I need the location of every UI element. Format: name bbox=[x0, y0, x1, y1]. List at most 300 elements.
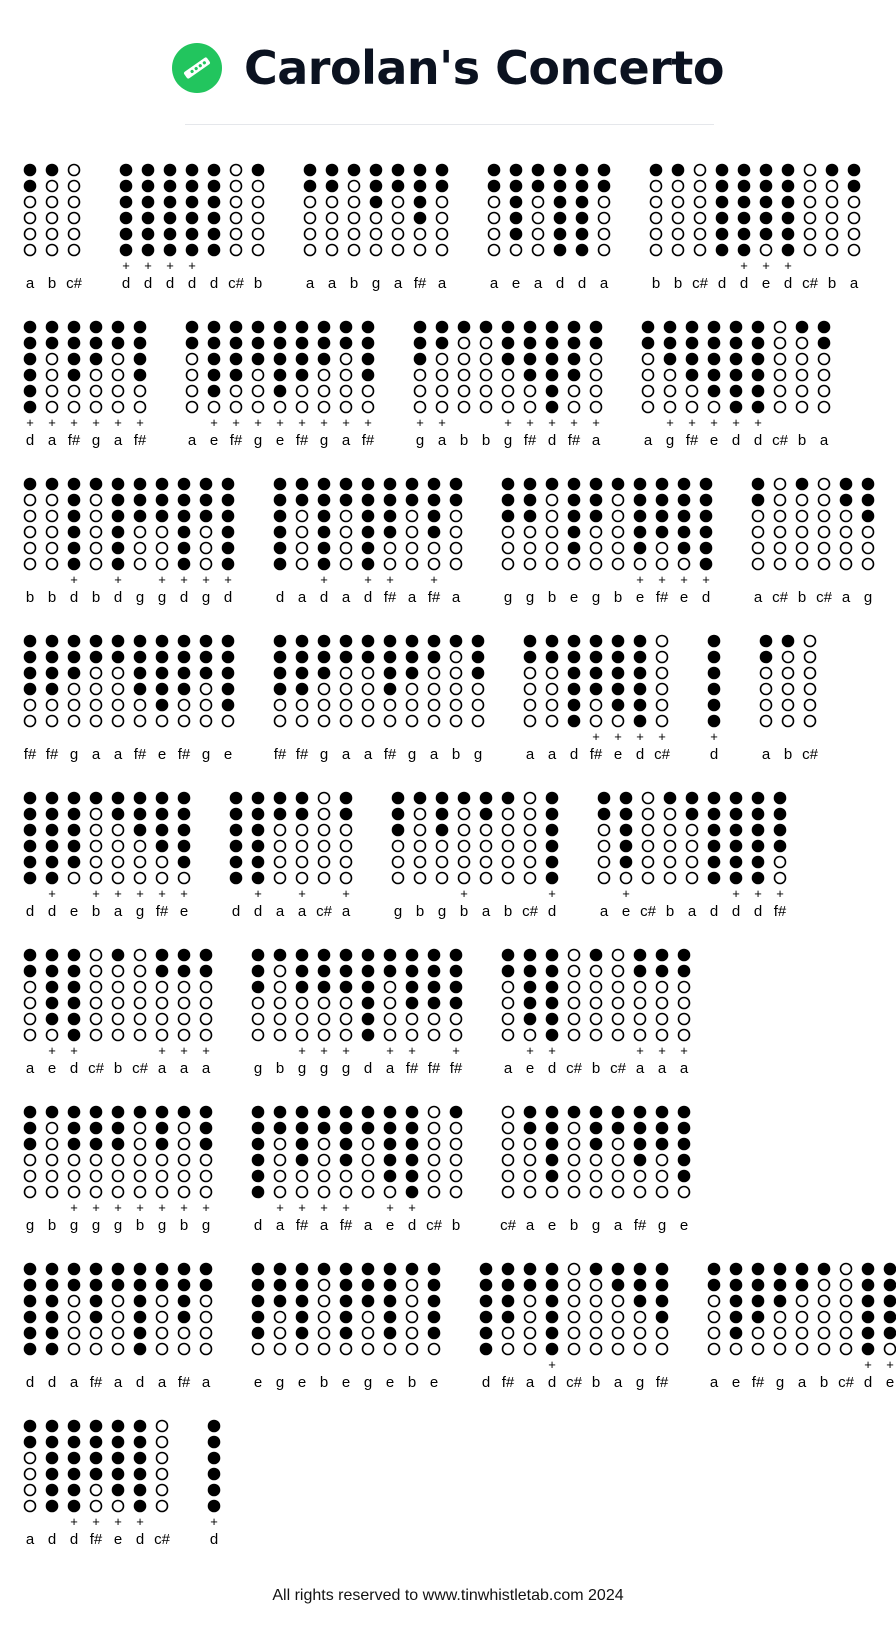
closed-hole bbox=[253, 322, 264, 333]
note-label: e bbox=[47, 1060, 57, 1077]
open-hole bbox=[665, 370, 676, 381]
closed-hole bbox=[253, 873, 264, 884]
note-column bbox=[503, 793, 514, 921]
closed-hole bbox=[635, 527, 646, 538]
closed-hole bbox=[25, 165, 36, 176]
open-hole bbox=[819, 1344, 830, 1355]
closed-hole bbox=[849, 165, 860, 176]
open-hole bbox=[371, 213, 382, 224]
open-hole bbox=[201, 1171, 212, 1182]
open-hole bbox=[819, 354, 830, 365]
closed-hole bbox=[25, 1421, 36, 1432]
open-hole bbox=[569, 559, 580, 570]
open-hole bbox=[547, 559, 558, 570]
note-label: a bbox=[341, 432, 351, 449]
closed-hole bbox=[297, 370, 308, 381]
closed-hole bbox=[253, 1296, 264, 1307]
note-column bbox=[753, 479, 764, 607]
octave-plus-mark: + bbox=[70, 1200, 78, 1215]
closed-hole bbox=[47, 825, 58, 836]
open-hole bbox=[841, 527, 852, 538]
note-label: d bbox=[635, 746, 645, 763]
open-hole bbox=[525, 684, 536, 695]
closed-hole bbox=[25, 841, 36, 852]
open-hole bbox=[91, 1485, 102, 1496]
note-label: f# bbox=[295, 432, 309, 449]
closed-hole bbox=[679, 1155, 690, 1166]
open-hole bbox=[157, 857, 168, 868]
closed-hole bbox=[91, 636, 102, 647]
note-label: d bbox=[709, 903, 719, 920]
octave-plus-mark: + bbox=[92, 1514, 100, 1529]
open-hole bbox=[231, 386, 242, 397]
closed-hole bbox=[709, 809, 720, 820]
open-hole bbox=[591, 1296, 602, 1307]
note-label: e bbox=[179, 903, 189, 920]
closed-hole bbox=[187, 338, 198, 349]
note-label: d bbox=[569, 746, 579, 763]
closed-hole bbox=[253, 1312, 264, 1323]
closed-hole bbox=[635, 479, 646, 490]
closed-hole bbox=[179, 841, 190, 852]
note-label: c# bbox=[522, 903, 538, 920]
closed-hole bbox=[429, 1328, 440, 1339]
closed-hole bbox=[761, 229, 772, 240]
open-hole bbox=[451, 700, 462, 711]
note-label: a bbox=[525, 1374, 535, 1391]
closed-hole bbox=[525, 636, 536, 647]
octave-plus-mark: + bbox=[180, 886, 188, 901]
open-hole bbox=[473, 684, 484, 695]
closed-hole bbox=[717, 181, 728, 192]
closed-hole bbox=[341, 950, 352, 961]
open-hole bbox=[665, 402, 676, 413]
closed-hole bbox=[415, 197, 426, 208]
open-hole bbox=[753, 527, 764, 538]
closed-hole bbox=[363, 479, 374, 490]
closed-hole bbox=[709, 700, 720, 711]
note-column bbox=[187, 322, 198, 450]
note-column bbox=[753, 322, 764, 450]
open-hole bbox=[687, 825, 698, 836]
octave-plus-mark: + bbox=[92, 886, 100, 901]
octave-plus-mark: + bbox=[592, 729, 600, 744]
closed-hole bbox=[525, 998, 536, 1009]
octave-plus-mark: + bbox=[762, 258, 770, 273]
open-hole bbox=[113, 841, 124, 852]
open-hole bbox=[385, 543, 396, 554]
note-column bbox=[209, 322, 220, 450]
closed-hole bbox=[547, 873, 558, 884]
open-hole bbox=[319, 684, 330, 695]
note-column bbox=[113, 322, 124, 450]
open-hole bbox=[157, 1437, 168, 1448]
note-label: a bbox=[341, 903, 351, 920]
closed-hole bbox=[209, 213, 220, 224]
closed-hole bbox=[547, 1312, 558, 1323]
closed-hole bbox=[731, 386, 742, 397]
open-hole bbox=[179, 1187, 190, 1198]
closed-hole bbox=[47, 1312, 58, 1323]
open-hole bbox=[187, 386, 198, 397]
closed-hole bbox=[275, 1264, 286, 1275]
note-column bbox=[209, 165, 220, 293]
open-hole bbox=[363, 402, 374, 413]
closed-hole bbox=[341, 1155, 352, 1166]
closed-hole bbox=[231, 370, 242, 381]
closed-hole bbox=[319, 543, 330, 554]
closed-hole bbox=[731, 1312, 742, 1323]
note-column bbox=[731, 1264, 742, 1392]
open-hole bbox=[157, 527, 168, 538]
closed-hole bbox=[319, 668, 330, 679]
note-column bbox=[319, 1264, 330, 1392]
closed-hole bbox=[47, 636, 58, 647]
octave-plus-mark: + bbox=[144, 258, 152, 273]
closed-hole bbox=[679, 950, 690, 961]
note-label: a bbox=[341, 589, 351, 606]
octave-plus-mark: + bbox=[122, 258, 130, 273]
closed-hole bbox=[231, 354, 242, 365]
open-hole bbox=[385, 716, 396, 727]
open-hole bbox=[797, 495, 808, 506]
note-label: c# bbox=[228, 275, 244, 292]
open-hole bbox=[569, 1171, 580, 1182]
open-hole bbox=[451, 668, 462, 679]
open-hole bbox=[113, 1296, 124, 1307]
open-hole bbox=[201, 1155, 212, 1166]
closed-hole bbox=[253, 338, 264, 349]
note-label: g bbox=[69, 746, 79, 763]
note-column bbox=[179, 1107, 190, 1235]
note-column bbox=[363, 1107, 374, 1235]
closed-hole bbox=[179, 1296, 190, 1307]
open-hole bbox=[591, 1155, 602, 1166]
open-hole bbox=[657, 543, 668, 554]
closed-hole bbox=[253, 1123, 264, 1134]
open-hole bbox=[275, 998, 286, 1009]
open-hole bbox=[157, 1485, 168, 1496]
open-hole bbox=[253, 386, 264, 397]
open-hole bbox=[569, 982, 580, 993]
note-label: a bbox=[297, 903, 307, 920]
closed-hole bbox=[209, 245, 220, 256]
closed-hole bbox=[415, 322, 426, 333]
open-hole bbox=[613, 1187, 624, 1198]
open-hole bbox=[327, 245, 338, 256]
open-hole bbox=[25, 527, 36, 538]
open-hole bbox=[341, 825, 352, 836]
note-column bbox=[113, 950, 124, 1078]
open-hole bbox=[775, 354, 786, 365]
open-hole bbox=[547, 700, 558, 711]
closed-hole bbox=[429, 998, 440, 1009]
closed-hole bbox=[91, 793, 102, 804]
closed-hole bbox=[113, 809, 124, 820]
note-column bbox=[692, 165, 709, 293]
closed-hole bbox=[547, 1344, 558, 1355]
closed-hole bbox=[547, 809, 558, 820]
closed-hole bbox=[489, 165, 500, 176]
note-column bbox=[25, 1421, 36, 1549]
closed-hole bbox=[481, 1280, 492, 1291]
note-column bbox=[437, 165, 448, 293]
note-label: e bbox=[547, 1217, 557, 1234]
closed-hole bbox=[613, 652, 624, 663]
open-hole bbox=[429, 1139, 440, 1150]
note-column bbox=[775, 1264, 786, 1392]
note-column bbox=[591, 322, 602, 450]
closed-hole bbox=[231, 322, 242, 333]
closed-hole bbox=[135, 1485, 146, 1496]
closed-hole bbox=[385, 1328, 396, 1339]
open-hole bbox=[407, 543, 418, 554]
open-hole bbox=[599, 229, 610, 240]
octave-plus-mark: + bbox=[180, 1200, 188, 1215]
open-hole bbox=[429, 668, 440, 679]
closed-hole bbox=[47, 841, 58, 852]
open-hole bbox=[363, 1312, 374, 1323]
open-hole bbox=[319, 857, 330, 868]
closed-hole bbox=[253, 1107, 264, 1118]
open-hole bbox=[415, 809, 426, 820]
open-hole bbox=[341, 841, 352, 852]
open-hole bbox=[657, 716, 668, 727]
octave-plus-mark: + bbox=[92, 1200, 100, 1215]
closed-hole bbox=[209, 338, 220, 349]
open-hole bbox=[805, 636, 816, 647]
note-label: e bbox=[525, 1060, 535, 1077]
open-hole bbox=[113, 825, 124, 836]
closed-hole bbox=[385, 1264, 396, 1275]
closed-hole bbox=[591, 479, 602, 490]
closed-hole bbox=[253, 982, 264, 993]
closed-hole bbox=[297, 1280, 308, 1291]
closed-hole bbox=[113, 1264, 124, 1275]
open-hole bbox=[753, 511, 764, 522]
note-column bbox=[591, 479, 602, 607]
open-hole bbox=[91, 1501, 102, 1512]
closed-hole bbox=[25, 809, 36, 820]
note-column bbox=[709, 793, 720, 921]
open-hole bbox=[451, 716, 462, 727]
closed-hole bbox=[275, 1123, 286, 1134]
open-hole bbox=[591, 559, 602, 570]
note-column bbox=[275, 1107, 286, 1235]
note-label: b bbox=[503, 903, 513, 920]
open-hole bbox=[591, 402, 602, 413]
note-label: c# bbox=[66, 275, 82, 292]
note-column bbox=[341, 1264, 352, 1392]
note-column bbox=[154, 1421, 171, 1549]
note-label: g bbox=[437, 903, 447, 920]
open-hole bbox=[525, 825, 536, 836]
closed-hole bbox=[525, 982, 536, 993]
open-hole bbox=[481, 873, 492, 884]
open-hole bbox=[253, 1344, 264, 1355]
note-column bbox=[657, 1107, 668, 1235]
open-hole bbox=[25, 1014, 36, 1025]
note-column bbox=[802, 165, 819, 293]
note-label: b bbox=[47, 589, 57, 606]
octave-plus-mark: + bbox=[430, 572, 438, 587]
open-hole bbox=[407, 1328, 418, 1339]
closed-hole bbox=[305, 165, 316, 176]
open-hole bbox=[319, 1344, 330, 1355]
open-hole bbox=[275, 402, 286, 413]
closed-hole bbox=[591, 495, 602, 506]
closed-hole bbox=[47, 1437, 58, 1448]
note-label: b bbox=[47, 1217, 57, 1234]
closed-hole bbox=[69, 527, 80, 538]
closed-hole bbox=[297, 1139, 308, 1150]
closed-hole bbox=[503, 1296, 514, 1307]
closed-hole bbox=[275, 495, 286, 506]
open-hole bbox=[819, 1280, 830, 1291]
closed-hole bbox=[407, 1139, 418, 1150]
open-hole bbox=[775, 479, 786, 490]
open-hole bbox=[459, 873, 470, 884]
open-hole bbox=[113, 1171, 124, 1182]
note-column bbox=[69, 636, 80, 764]
closed-hole bbox=[135, 511, 146, 522]
note-column bbox=[406, 950, 419, 1078]
note-label: f# bbox=[23, 746, 37, 763]
closed-hole bbox=[761, 213, 772, 224]
note-column bbox=[407, 479, 418, 607]
note-column bbox=[547, 479, 558, 607]
open-hole bbox=[651, 181, 662, 192]
note-label: a bbox=[613, 1217, 623, 1234]
note-column bbox=[459, 793, 470, 921]
closed-hole bbox=[341, 1296, 352, 1307]
closed-hole bbox=[569, 370, 580, 381]
note-column bbox=[525, 1107, 536, 1235]
closed-hole bbox=[503, 322, 514, 333]
open-hole bbox=[569, 966, 580, 977]
closed-hole bbox=[231, 873, 242, 884]
open-hole bbox=[25, 511, 36, 522]
note-column bbox=[838, 1264, 855, 1392]
octave-plus-mark: + bbox=[114, 1200, 122, 1215]
closed-hole bbox=[481, 1296, 492, 1307]
closed-hole bbox=[547, 402, 558, 413]
open-hole bbox=[47, 511, 58, 522]
open-hole bbox=[415, 370, 426, 381]
note-column bbox=[665, 793, 676, 921]
open-hole bbox=[841, 1280, 852, 1291]
open-hole bbox=[319, 386, 330, 397]
closed-hole bbox=[407, 998, 418, 1009]
open-hole bbox=[47, 1187, 58, 1198]
closed-hole bbox=[547, 1123, 558, 1134]
note-label: f# bbox=[295, 1217, 309, 1234]
open-hole bbox=[69, 1312, 80, 1323]
closed-hole bbox=[385, 495, 396, 506]
note-column bbox=[426, 1107, 443, 1235]
open-hole bbox=[135, 1187, 146, 1198]
open-hole bbox=[885, 1344, 896, 1355]
closed-hole bbox=[91, 1123, 102, 1134]
note-column bbox=[849, 165, 860, 293]
open-hole bbox=[503, 1328, 514, 1339]
note-label: b bbox=[819, 1374, 829, 1391]
note-label: a bbox=[201, 1374, 211, 1391]
note-label: f# bbox=[449, 1060, 463, 1077]
closed-hole bbox=[341, 322, 352, 333]
closed-hole bbox=[407, 1107, 418, 1118]
note-label: e bbox=[385, 1217, 395, 1234]
closed-hole bbox=[113, 636, 124, 647]
closed-hole bbox=[709, 354, 720, 365]
open-hole bbox=[591, 543, 602, 554]
open-hole bbox=[113, 982, 124, 993]
closed-hole bbox=[429, 652, 440, 663]
closed-hole bbox=[47, 998, 58, 1009]
note-label: b bbox=[349, 275, 359, 292]
closed-hole bbox=[275, 479, 286, 490]
open-hole bbox=[429, 700, 440, 711]
open-hole bbox=[775, 402, 786, 413]
closed-hole bbox=[209, 1437, 220, 1448]
open-hole bbox=[819, 511, 830, 522]
open-hole bbox=[819, 495, 830, 506]
closed-hole bbox=[429, 527, 440, 538]
closed-hole bbox=[555, 197, 566, 208]
open-hole bbox=[673, 229, 684, 240]
open-hole bbox=[841, 1312, 852, 1323]
open-hole bbox=[651, 213, 662, 224]
closed-hole bbox=[451, 636, 462, 647]
closed-hole bbox=[701, 559, 712, 570]
closed-hole bbox=[363, 982, 374, 993]
note-label: f# bbox=[427, 589, 441, 606]
octave-plus-mark: + bbox=[526, 415, 534, 430]
closed-hole bbox=[385, 1280, 396, 1291]
closed-hole bbox=[651, 165, 662, 176]
closed-hole bbox=[569, 338, 580, 349]
closed-hole bbox=[297, 1328, 308, 1339]
note-label: g bbox=[69, 1217, 79, 1234]
closed-hole bbox=[47, 1280, 58, 1291]
octave-plus-mark: + bbox=[342, 886, 350, 901]
open-hole bbox=[319, 793, 330, 804]
open-hole bbox=[393, 229, 404, 240]
closed-hole bbox=[297, 652, 308, 663]
open-hole bbox=[385, 559, 396, 570]
open-hole bbox=[135, 966, 146, 977]
note-label: a bbox=[113, 1374, 123, 1391]
open-hole bbox=[621, 873, 632, 884]
note-label: a bbox=[503, 1060, 513, 1077]
open-hole bbox=[157, 543, 168, 554]
open-hole bbox=[459, 386, 470, 397]
open-hole bbox=[503, 825, 514, 836]
note-column bbox=[451, 1107, 462, 1235]
open-hole bbox=[253, 370, 264, 381]
note-column bbox=[297, 950, 308, 1078]
closed-hole bbox=[113, 479, 124, 490]
open-hole bbox=[695, 245, 706, 256]
note-label: b bbox=[179, 1217, 189, 1234]
open-hole bbox=[783, 652, 794, 663]
open-hole bbox=[25, 197, 36, 208]
open-hole bbox=[275, 1139, 286, 1150]
closed-hole bbox=[25, 370, 36, 381]
closed-hole bbox=[143, 245, 154, 256]
open-hole bbox=[407, 1280, 418, 1291]
note-column bbox=[635, 636, 646, 764]
